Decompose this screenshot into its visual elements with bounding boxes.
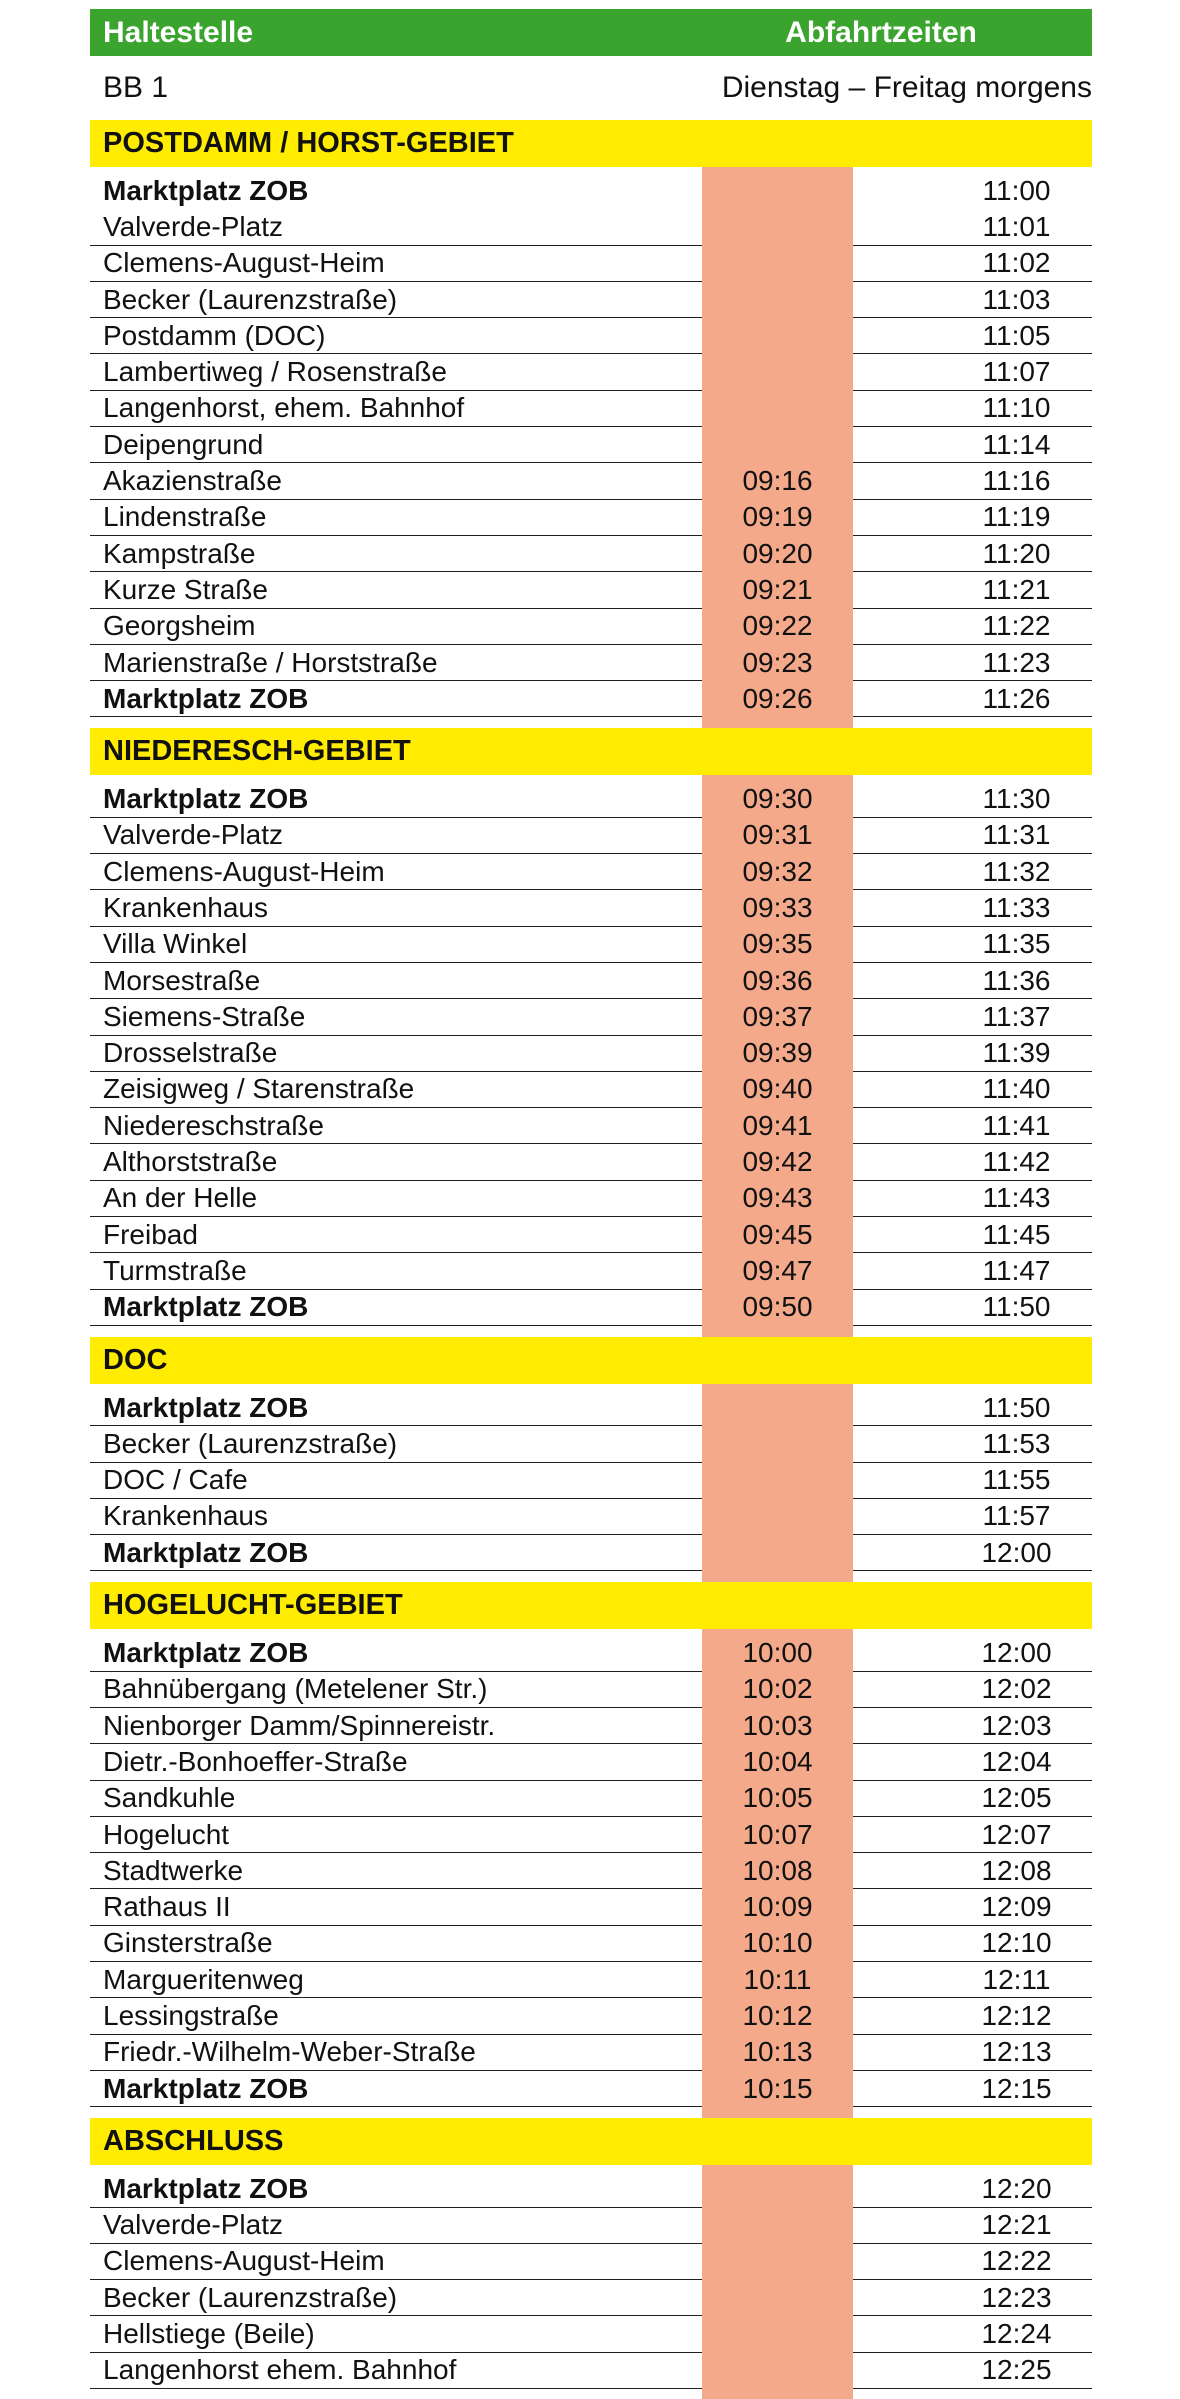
stop-row bbox=[90, 2244, 1092, 2280]
stop-name: Stadtwerke bbox=[103, 1854, 244, 1886]
stop-row bbox=[90, 1926, 1092, 1962]
departure-time-late: 12:20 bbox=[981, 2172, 1052, 2204]
stop-row bbox=[90, 2171, 1092, 2207]
section-header: POSTDAMM / HORST-GEBIET bbox=[90, 120, 1092, 167]
departure-time-late: 11:14 bbox=[982, 428, 1051, 460]
stop-row bbox=[90, 209, 1092, 245]
departure-time-early: 10:13 bbox=[742, 2036, 813, 2068]
stop-row bbox=[90, 2208, 1092, 2244]
departure-time-late: 12:10 bbox=[981, 1927, 1052, 1959]
departure-time-early: 09:20 bbox=[742, 537, 813, 569]
stop-name: Kurze Straße bbox=[103, 573, 268, 605]
stop-name: Hellstiege (Beile) bbox=[103, 2318, 315, 2350]
departure-time-late: 11:37 bbox=[982, 1000, 1051, 1032]
stop-row bbox=[90, 999, 1092, 1035]
departure-time-late: 11:31 bbox=[982, 819, 1051, 851]
section-header: HOGELUCHT-GEBIET bbox=[90, 1582, 1092, 1629]
stop-name: DOC / Cafe bbox=[103, 1464, 248, 1496]
departure-times-column-header: Abfahrtzeiten bbox=[785, 16, 977, 49]
stop-row bbox=[90, 1744, 1092, 1780]
stop-name: Dietr.-Bonhoeffer-Straße bbox=[103, 1745, 408, 1777]
stop-row bbox=[90, 391, 1092, 427]
stop-name: Clemens-August-Heim bbox=[103, 2245, 385, 2277]
departure-time-late: 11:10 bbox=[982, 392, 1051, 424]
departure-time-early: 09:42 bbox=[742, 1146, 813, 1178]
stop-name: Postdamm (DOC) bbox=[103, 319, 326, 351]
stop-row bbox=[90, 282, 1092, 318]
stop-name: Niedereschstraße bbox=[103, 1109, 324, 1141]
departure-time-late: 12:22 bbox=[981, 2245, 1052, 2277]
stop-name: Drosselstraße bbox=[103, 1037, 278, 1069]
departure-time-late: 11:32 bbox=[982, 855, 1051, 887]
departure-time-late: 11:26 bbox=[982, 682, 1051, 714]
departure-time-late: 12:23 bbox=[981, 2281, 1052, 2313]
line-code: BB 1 bbox=[103, 71, 169, 104]
departure-time-late: 12:09 bbox=[981, 1891, 1052, 1923]
departure-time-early: 09:19 bbox=[742, 501, 813, 533]
stop-row bbox=[90, 1072, 1092, 1108]
departure-time-early: 09:31 bbox=[742, 819, 813, 851]
stop-name: Kampstraße bbox=[103, 537, 256, 569]
stop-name: Rathaus II bbox=[103, 1891, 231, 1923]
departure-time-late: 12:03 bbox=[981, 1709, 1052, 1741]
departure-time-early: 09:39 bbox=[742, 1037, 813, 1069]
stop-name: Becker (Laurenzstraße) bbox=[103, 283, 398, 315]
stop-row bbox=[90, 500, 1092, 536]
stop-row bbox=[90, 536, 1092, 572]
table-header-bar bbox=[90, 9, 1092, 56]
departure-time-late: 11:00 bbox=[982, 175, 1051, 207]
stop-row bbox=[90, 1635, 1092, 1671]
departure-time-early: 09:45 bbox=[742, 1218, 813, 1250]
departure-time-late: 12:07 bbox=[981, 1818, 1052, 1850]
stop-name: Lindenstraße bbox=[103, 501, 267, 533]
stop-name: Marktplatz ZOB bbox=[103, 1391, 309, 1423]
stop-row bbox=[90, 1036, 1092, 1072]
departure-time-late: 11:50 bbox=[982, 1391, 1051, 1423]
departure-time-early: 10:09 bbox=[742, 1891, 813, 1923]
stop-name: Hogelucht bbox=[103, 1818, 230, 1850]
stop-name: Villa Winkel bbox=[103, 928, 248, 960]
departure-time-early: 09:35 bbox=[742, 928, 813, 960]
stop-row bbox=[90, 1108, 1092, 1144]
stop-row bbox=[90, 173, 1092, 209]
stop-name: Marktplatz ZOB bbox=[103, 2072, 309, 2104]
line-subheader bbox=[90, 56, 1092, 120]
departure-time-late: 11:30 bbox=[982, 783, 1051, 815]
departure-time-early: 09:32 bbox=[742, 855, 813, 887]
departure-time-early: 10:00 bbox=[742, 1637, 813, 1669]
stop-name: Krankenhaus bbox=[103, 1500, 269, 1532]
stop-name: Lambertiweg / Rosenstraße bbox=[103, 356, 447, 388]
departure-time-late: 11:42 bbox=[982, 1146, 1051, 1178]
departure-time-late: 11:36 bbox=[982, 964, 1051, 996]
stop-row bbox=[90, 2280, 1092, 2316]
departure-time-late: 11:20 bbox=[982, 537, 1051, 569]
section-header: NIEDERESCH-GEBIET bbox=[90, 728, 1092, 775]
stop-name: Turmstraße bbox=[103, 1254, 247, 1286]
departure-time-late: 12:21 bbox=[981, 2209, 1052, 2241]
stop-row bbox=[90, 2071, 1092, 2107]
departure-time-late: 12:25 bbox=[981, 2354, 1052, 2386]
stop-name: Marienstraße / Horststraße bbox=[103, 646, 438, 678]
departure-time-early: 09:21 bbox=[742, 573, 813, 605]
stop-row bbox=[90, 854, 1092, 890]
stop-name: Margueritenweg bbox=[103, 1963, 304, 1995]
departure-time-early: 09:30 bbox=[742, 783, 813, 815]
section-rows bbox=[90, 1384, 1092, 1571]
stop-name: Marktplatz ZOB bbox=[103, 783, 309, 815]
departure-time-late: 11:22 bbox=[982, 610, 1051, 642]
stop-name: Freibad bbox=[103, 1218, 198, 1250]
stop-name: Marktplatz ZOB bbox=[103, 1291, 309, 1323]
departure-time-late: 12:12 bbox=[981, 2000, 1052, 2031]
departure-time-early: 09:26 bbox=[742, 682, 813, 714]
stop-row bbox=[90, 1499, 1092, 1535]
stop-row bbox=[90, 1144, 1092, 1180]
stop-row bbox=[90, 1535, 1092, 1571]
departure-time-late: 12:08 bbox=[981, 1854, 1052, 1886]
schedule-validity-label: Dienstag – Freitag morgens bbox=[721, 71, 1092, 104]
section-rows bbox=[90, 1629, 1092, 2107]
departure-time-early: 09:23 bbox=[742, 646, 813, 678]
stop-row bbox=[90, 1817, 1092, 1853]
stop-name: Ginsterstraße bbox=[103, 1927, 273, 1959]
stop-name: Nienborger Damm/Spinnereistr. bbox=[103, 1709, 496, 1741]
section-header: ABSCHLUSS bbox=[90, 2118, 1092, 2165]
stop-row bbox=[90, 318, 1092, 354]
stop-row bbox=[90, 1390, 1092, 1426]
departure-time-late: 11:40 bbox=[982, 1073, 1051, 1105]
section-rows bbox=[90, 2165, 1092, 2389]
stop-row bbox=[90, 1463, 1092, 1499]
stop-name: Sandkuhle bbox=[103, 1782, 236, 1814]
departure-time-early: 09:43 bbox=[742, 1182, 813, 1214]
departure-time-late: 11:01 bbox=[982, 210, 1051, 242]
departure-time-late: 11:23 bbox=[982, 646, 1051, 678]
departure-time-late: 11:21 bbox=[982, 573, 1051, 605]
stop-name: Clemens-August-Heim bbox=[103, 855, 385, 887]
stop-name: Siemens-Straße bbox=[103, 1000, 306, 1032]
departure-time-late: 12:11 bbox=[982, 1963, 1051, 1995]
stop-row bbox=[90, 427, 1092, 463]
stop-row bbox=[90, 2353, 1092, 2389]
stop-name: Georgsheim bbox=[103, 610, 256, 642]
departure-time-early: 09:47 bbox=[742, 1254, 813, 1286]
departure-time-late: 11:33 bbox=[982, 891, 1051, 923]
stop-row bbox=[90, 2035, 1092, 2071]
section-rows bbox=[90, 775, 1092, 1325]
stop-name: Bahnübergang (Metelener Str.) bbox=[103, 1673, 488, 1705]
stop-name: Friedr.-Wilhelm-Weber-Straße bbox=[103, 2036, 476, 2068]
departure-time-late: 11:03 bbox=[982, 283, 1051, 315]
departure-time-early: 10:11 bbox=[743, 1963, 812, 1995]
departure-time-early: 10:05 bbox=[742, 1782, 813, 1814]
stop-name: An der Helle bbox=[103, 1182, 258, 1214]
stop-row bbox=[90, 1962, 1092, 1998]
departure-time-late: 11:39 bbox=[982, 1037, 1051, 1069]
stop-row bbox=[90, 681, 1092, 717]
stop-row bbox=[90, 1253, 1092, 1289]
stop-name: Becker (Laurenzstraße) bbox=[103, 1427, 398, 1459]
stop-name: Zeisigweg / Starenstraße bbox=[103, 1073, 415, 1105]
departure-time-late: 11:43 bbox=[982, 1182, 1051, 1214]
stop-name: Marktplatz ZOB bbox=[103, 1637, 309, 1669]
stop-row bbox=[90, 1672, 1092, 1708]
stop-row bbox=[90, 963, 1092, 999]
departure-time-late: 12:13 bbox=[981, 2036, 1052, 2068]
departure-time-late: 12:24 bbox=[981, 2318, 1052, 2350]
stop-column-header: Haltestelle bbox=[103, 16, 254, 49]
departure-time-early: 10:02 bbox=[742, 1673, 813, 1705]
stop-row bbox=[90, 609, 1092, 645]
sections-container bbox=[90, 120, 1092, 2389]
stop-row bbox=[90, 645, 1092, 681]
departure-time-late: 11:53 bbox=[982, 1427, 1051, 1459]
departure-time-late: 11:41 bbox=[982, 1109, 1051, 1141]
departure-time-late: 11:19 bbox=[982, 501, 1051, 533]
departure-time-late: 11:16 bbox=[982, 465, 1051, 497]
stop-name: Althorststraße bbox=[103, 1146, 278, 1178]
departure-time-early: 09:37 bbox=[742, 1000, 813, 1032]
departure-time-late: 11:57 bbox=[982, 1500, 1051, 1532]
departure-time-late: 11:02 bbox=[982, 247, 1051, 279]
departure-time-late: 11:35 bbox=[982, 928, 1051, 960]
departure-time-late: 11:05 bbox=[982, 319, 1051, 351]
stop-row bbox=[90, 1708, 1092, 1744]
stop-row bbox=[90, 246, 1092, 282]
stop-row bbox=[90, 2316, 1092, 2352]
section-header: DOC bbox=[90, 1337, 1092, 1384]
departure-time-early: 09:16 bbox=[742, 465, 813, 497]
stop-row bbox=[90, 1426, 1092, 1462]
departure-time-late: 12:02 bbox=[981, 1673, 1052, 1705]
stop-name: Lessingstraße bbox=[103, 2000, 279, 2031]
departure-time-early: 09:41 bbox=[742, 1109, 813, 1141]
departure-time-late: 11:55 bbox=[982, 1464, 1051, 1496]
departure-time-early: 10:07 bbox=[742, 1818, 813, 1850]
stop-name: Valverde-Platz bbox=[103, 819, 284, 851]
stop-row bbox=[90, 463, 1092, 499]
stop-row bbox=[90, 1998, 1092, 2034]
stop-row bbox=[90, 354, 1092, 390]
stop-name: Valverde-Platz bbox=[103, 2209, 284, 2241]
departure-time-late: 11:45 bbox=[982, 1218, 1051, 1250]
departure-time-early: 09:33 bbox=[742, 891, 813, 923]
departure-time-late: 11:47 bbox=[982, 1254, 1051, 1286]
departure-time-early: 10:15 bbox=[742, 2072, 813, 2104]
stop-name: Langenhorst ehem. Bahnhof bbox=[103, 2354, 457, 2386]
departure-time-late: 11:07 bbox=[982, 356, 1051, 388]
stop-name: Krankenhaus bbox=[103, 891, 269, 923]
departure-time-early: 09:50 bbox=[742, 1291, 813, 1323]
stop-row bbox=[90, 1181, 1092, 1217]
stop-row bbox=[90, 1781, 1092, 1817]
departure-time-late: 11:50 bbox=[982, 1291, 1051, 1323]
stop-row bbox=[90, 781, 1092, 817]
departure-time-late: 12:04 bbox=[981, 1745, 1052, 1777]
departure-time-late: 12:00 bbox=[981, 1536, 1052, 1568]
stop-name: Langenhorst, ehem. Bahnhof bbox=[103, 392, 465, 424]
stop-name: Marktplatz ZOB bbox=[103, 175, 309, 207]
stop-name: Morsestraße bbox=[103, 964, 261, 996]
departure-time-early: 10:10 bbox=[742, 1927, 813, 1959]
stop-name: Marktplatz ZOB bbox=[103, 682, 309, 714]
stop-row bbox=[90, 1290, 1092, 1326]
stop-row bbox=[90, 1853, 1092, 1889]
stop-row bbox=[90, 818, 1092, 854]
stop-row bbox=[90, 927, 1092, 963]
departure-time-late: 12:00 bbox=[981, 1637, 1052, 1669]
departure-time-late: 12:15 bbox=[981, 2072, 1052, 2104]
departure-time-early: 10:12 bbox=[742, 2000, 813, 2031]
stop-name: Becker (Laurenzstraße) bbox=[103, 2281, 398, 2313]
stop-name: Akazienstraße bbox=[103, 465, 282, 497]
stop-row bbox=[90, 572, 1092, 608]
departure-time-early: 09:40 bbox=[742, 1073, 813, 1105]
stop-row bbox=[90, 1889, 1092, 1925]
departure-time-late: 12:05 bbox=[981, 1782, 1052, 1814]
stop-name: Clemens-August-Heim bbox=[103, 247, 385, 279]
departure-time-early: 10:04 bbox=[742, 1745, 813, 1777]
stop-row bbox=[90, 1217, 1092, 1253]
stop-row bbox=[90, 890, 1092, 926]
timetable-body bbox=[90, 120, 1092, 2399]
stop-name: Deipengrund bbox=[103, 428, 264, 460]
departure-time-early: 09:36 bbox=[742, 964, 813, 996]
departure-time-early: 10:08 bbox=[742, 1854, 813, 1886]
stop-name: Marktplatz ZOB bbox=[103, 2172, 309, 2204]
stop-name: Marktplatz ZOB bbox=[103, 1536, 309, 1568]
departure-time-early: 10:03 bbox=[742, 1709, 813, 1741]
departure-time-early: 09:22 bbox=[742, 610, 813, 642]
stop-name: Valverde-Platz bbox=[103, 210, 284, 242]
section-rows bbox=[90, 167, 1092, 717]
